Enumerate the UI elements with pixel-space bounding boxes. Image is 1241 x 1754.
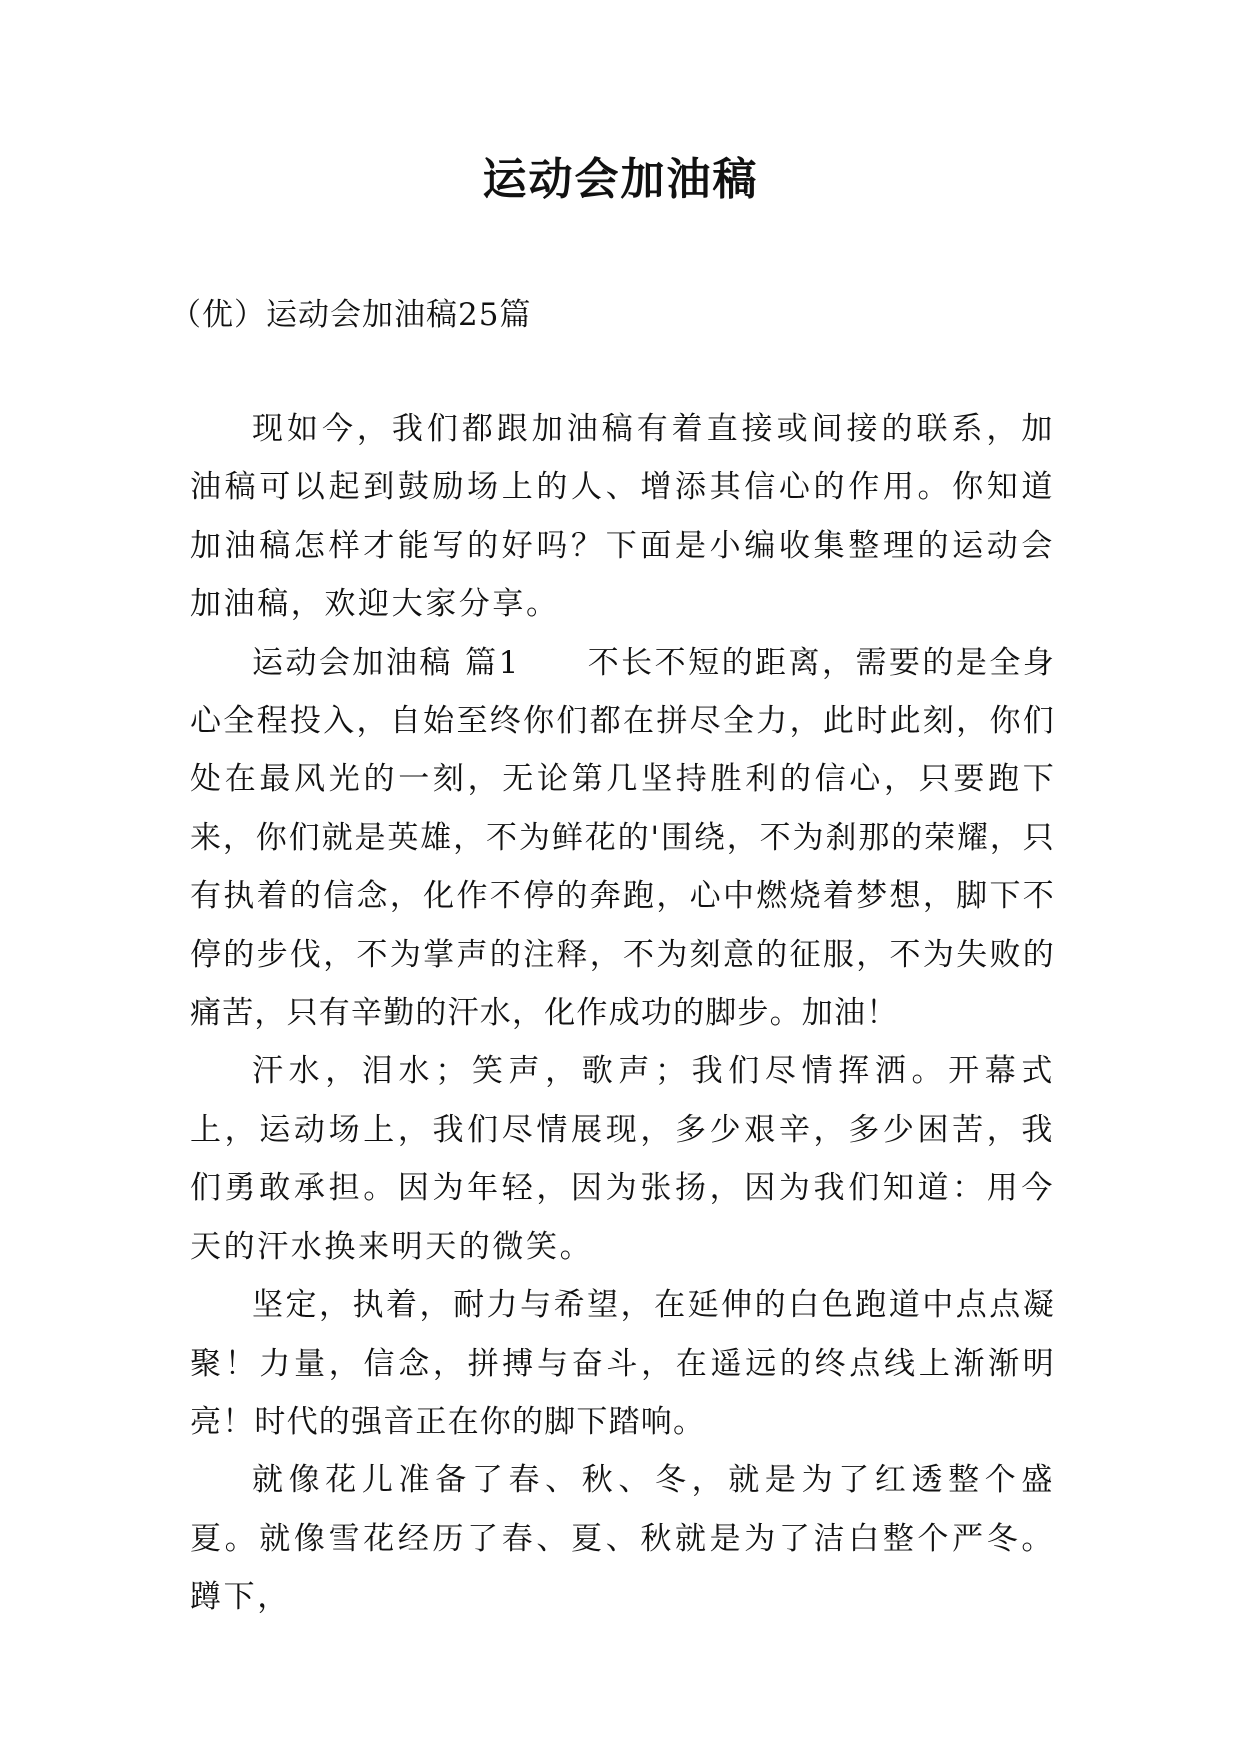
document-title: 运动会加油稿	[482, 154, 759, 205]
paragraph-section-1: 运动会加油稿 篇1 不长不短的距离，需要的是全身心全程投入，自始至终你们都在拼尽全力，此时此刻，你们处在最风光的一刻，无论第几坚持胜利的信心，只要跑下来，你们就是英雄，不为鲜花的'围绕，不为刹那的荣耀，只有执着的信念，化作不停的奔跑，心中燃烧着梦想，脚下不停的步伐，不为掌声的注释，不为刻意的征服，不为失败的痛苦，只有辛勤的汗水，化作成功的脚步。加油！	[190, 644, 1055, 1032]
paragraph-determination: 坚定，执着，耐力与希望，在延伸的白色跑道中点点凝聚！力量，信念，拼搏与奋斗，在遥远的终点线上渐渐明亮！时代的强音正在你的脚下踏响。	[190, 1287, 1055, 1440]
paragraph-intro: 现如今，我们都跟加油稿有着直接或间接的联系，加油稿可以起到鼓励场上的人、增添其信心的作用。你知道加油稿怎样才能写的好吗？下面是小编收集整理的运动会加油稿，欢迎大家分享。	[190, 411, 1055, 623]
paragraph-flowers: 就像花儿准备了春、秋、冬，就是为了红透整个盛夏。就像雪花经历了春、夏、秋就是为了洁白整个严冬。蹲下，	[190, 1462, 1055, 1616]
paragraph-sweat-tears: 汗水，泪水；笑声，歌声；我们尽情挥洒。开幕式上，运动场上，我们尽情展现，多少艰辛，多少困苦，我们勇敢承担。因为年轻，因为张扬，因为我们知道：用今天的汗水换来明天的微笑。	[190, 1053, 1055, 1265]
document-subtitle: （优）运动会加油稿25篇	[170, 297, 532, 333]
document-body	[190, 400, 1055, 1627]
